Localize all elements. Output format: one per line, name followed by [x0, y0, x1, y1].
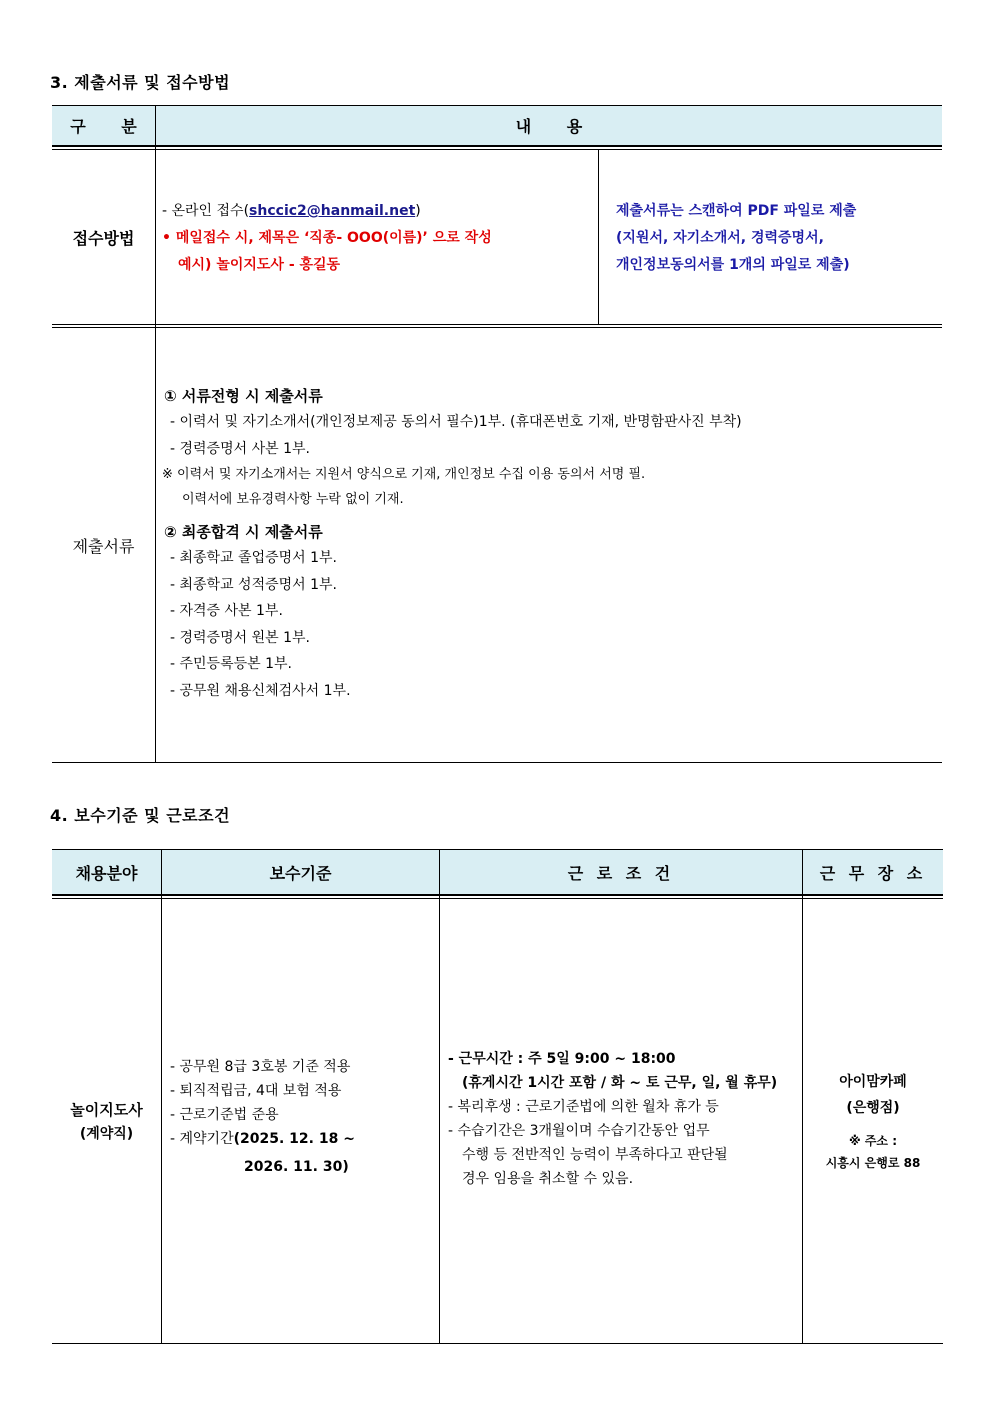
row-divider: [52, 324, 942, 328]
section4-table: [52, 849, 943, 1344]
probation-line3: 경우 임용을 취소할 수 있음.: [462, 1171, 634, 1187]
documents-label: 제출서류: [72, 536, 135, 556]
stage2-item: - 주민등록등본 1부.: [170, 656, 292, 672]
probation-line1: - 수습기간은 3개월이며 수습기간동안 업무: [448, 1123, 710, 1139]
contract-start: (2025. 12. 18 ~: [233, 1131, 355, 1147]
content-divider: [598, 150, 599, 324]
submission-note-line3: 개인정보동의서를 1개의 파일로 제출): [616, 257, 850, 273]
location-name: 아이맘카페: [839, 1074, 907, 1090]
pay-item: - 퇴직적립금, 4대 보험 적용: [170, 1083, 342, 1099]
pay-item: - 공무원 8급 3호봉 기준 적용: [170, 1059, 351, 1075]
mail-line1: 메일접수 시, 제목은 ‘직종- OOO(이름)’ 으로 작성: [175, 230, 492, 246]
address: 시흥시 은행로 88: [825, 1156, 921, 1170]
field-type: (계약직): [79, 1126, 134, 1142]
header-conditions: 근 로 조 건: [440, 850, 802, 895]
column-divider: [161, 850, 162, 1343]
stage2-item: - 공무원 채용신체검사서 1부.: [170, 683, 351, 699]
stage1-item: - 경력증명서 사본 1부.: [170, 441, 310, 457]
email-link[interactable]: shccic2@hanmail.net: [249, 203, 416, 219]
reception-label: 접수방법: [72, 228, 135, 248]
header-content: 내 용: [156, 106, 942, 146]
hours-line1: - 근무시간 : 주 5일 9:00 ~ 18:00: [448, 1051, 676, 1067]
submission-note-line1: 제출서류는 스캔하여 PDF 파일로 제출: [616, 203, 857, 219]
contract-prefix: - 계약기간: [170, 1131, 234, 1147]
bullet-icon: •: [162, 230, 171, 246]
online-reception: [162, 198, 421, 224]
column-divider: [439, 850, 440, 1343]
contract-end: 2026. 11. 30): [244, 1159, 349, 1175]
column-divider: [155, 106, 156, 762]
mail-example: 예시) 놀이지도사 - 홍길동: [178, 257, 341, 273]
probation-line2: 수행 등 전반적인 능력이 부족하다고 판단될: [462, 1147, 728, 1163]
pay-item: - 근로기준법 준용: [170, 1107, 279, 1123]
online-prefix: - 온라인 접수(: [162, 203, 250, 219]
stage1-title: ① 서류전형 시 제출서류: [164, 387, 323, 405]
section3-table: [52, 105, 942, 763]
header-pay: 보수기준: [162, 850, 439, 895]
mail-instruction: [162, 225, 492, 251]
stage2-title: ② 최종합격 시 제출서류: [164, 523, 323, 541]
contract-period: [170, 1127, 355, 1151]
stage2-item: - 자격증 사본 1부.: [170, 603, 283, 619]
hours-line2: (휴게시간 1시간 포함 / 화 ~ 토 근무, 일, 월 휴무): [462, 1075, 778, 1091]
note-line1: ※ 이력서 및 자기소개서는 지원서 양식으로 기재, 개인정보 수집 이용 동의서 서명 필.: [162, 467, 646, 482]
submission-note-line2: (지원서, 자기소개서, 경력증명서,: [616, 230, 824, 246]
online-suffix: ): [415, 203, 421, 219]
stage2-item: - 최종학교 졸업증명서 1부.: [170, 550, 337, 566]
field-cell: [52, 899, 161, 1343]
stage2-item: - 최종학교 성적증명서 1부.: [170, 577, 337, 593]
location-cell: [803, 899, 943, 1343]
location-branch: (은행점): [846, 1100, 900, 1116]
header-location: 근 무 장 소: [803, 850, 943, 895]
header-category: 구 분: [52, 106, 155, 146]
stage2-item: - 경력증명서 원본 1부.: [170, 630, 310, 646]
header-divider: [52, 146, 942, 150]
note-line2: 이력서에 보유경력사항 누락 없이 기재.: [182, 492, 404, 507]
section4-title: 4. 보수기준 및 근로조건: [50, 806, 231, 825]
welfare: - 복리후생 : 근로기준법에 의한 월차 휴가 등: [448, 1099, 719, 1115]
stage1-item: - 이력서 및 자기소개서(개인정보제공 동의서 필수)1부. (휴대폰번호 기재, 반명함판사진 부착): [170, 414, 742, 430]
field-name: 놀이지도사: [70, 1101, 143, 1119]
header-field: 채용분야: [52, 850, 161, 895]
section3-title: 3. 제출서류 및 접수방법: [50, 73, 231, 92]
address-label: ※ 주소 :: [848, 1134, 897, 1148]
